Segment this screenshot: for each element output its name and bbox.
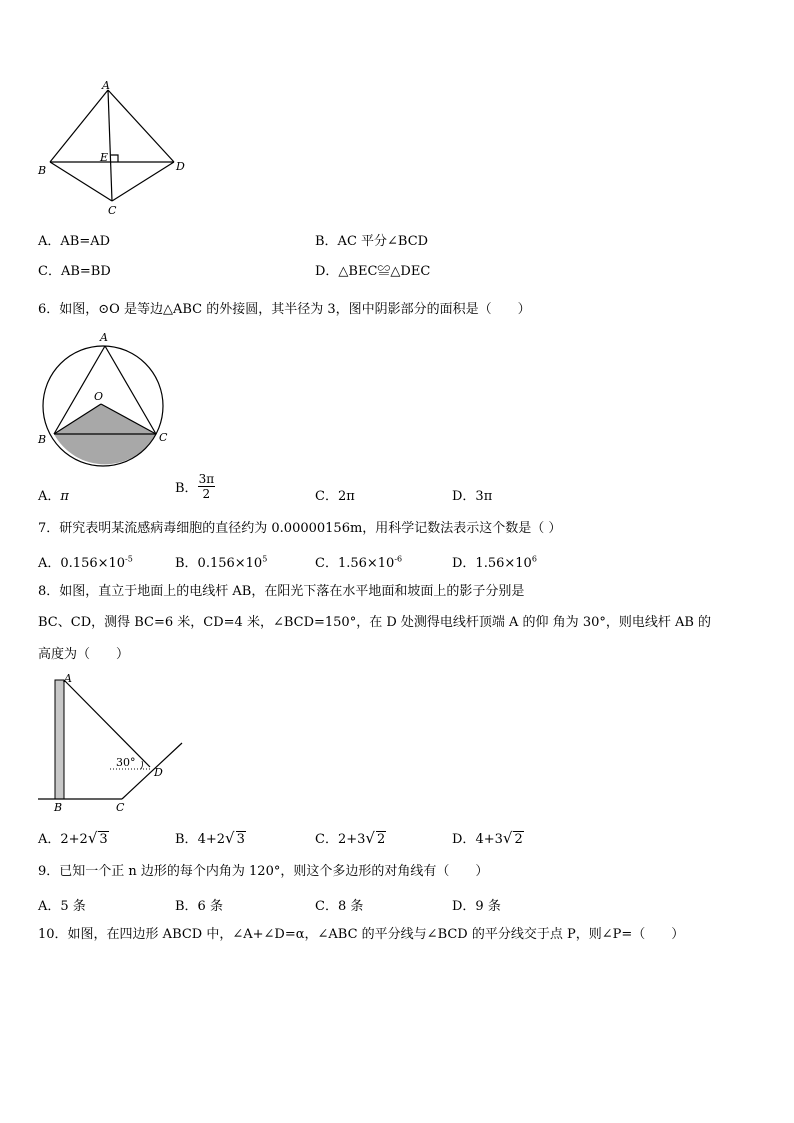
q6-stem: 6．如图，⊙O 是等边△ABC 的外接圆，其半径为 3，图中阴影部分的面积是（ ） [38,302,531,317]
q7-option-b [175,552,267,571]
segment-ad [108,90,174,162]
circle-triangle-figure [30,327,180,472]
q8-option-b: B．4+2√ 3 [175,829,245,847]
q7-option-b-base: B．0.156×10 [175,556,263,571]
label-b: B [38,433,47,446]
label-c: C [108,204,117,217]
q6-option-b-denominator: 2 [202,487,211,501]
segment-bc [50,162,112,201]
right-angle-mark [111,155,118,162]
q5-option-c: C．AB=BD [38,264,111,279]
q8-option-d-radicand: 2 [514,832,523,847]
label-c: C [116,801,125,814]
label-d: D [154,766,163,779]
label-o: O [94,390,104,403]
q8-option-a-radicand: 3 [99,832,108,847]
q8-option-d-prefix: D． [452,832,476,847]
segment-dc [112,162,174,201]
q7-option-d-base: D．1.56×10 [452,556,532,571]
q5-option-a: A．AB=AD [38,234,111,249]
segment-ac [108,90,112,201]
q9-option-c: C．8 条 [315,899,364,914]
q6-option-c: C．2π [315,489,355,504]
q7-option-a-exponent: -5 [125,554,133,564]
q8-option-b-term: 4+2 [197,832,225,847]
q7-stem: 7．研究表明某流感病毒细胞的直径约为 0.00000156m，用科学记数法表示这个数是（ ） [38,521,562,536]
q8-option-c-radicand: 2 [376,832,386,847]
q6-option-a-prefix: A． [38,489,61,504]
q8-option-c-term: 2+3 [337,832,366,847]
q7-option-c [315,552,402,571]
q9-stem: 9．已知一个正 n 边形的每个内角为 120°，则这个多边形的对角线有（ ） [38,864,489,879]
angle-label: 30° [116,756,136,769]
q7-option-c-base: C．1.56×10 [315,556,395,571]
angle-arc [141,761,143,769]
q7-option-d [452,552,537,571]
q6-option-a [38,485,69,504]
q5-option-d: D．△BEC≌△DEC [315,264,431,279]
label-b: B [38,164,47,177]
q10-stem: 10．如图，在四边形 ABCD 中，∠A+∠D=α，∠ABC 的平分线与∠BCD 的平分线交于点 P，则∠P=（ ） [38,927,685,942]
q8-stem-line-3: 高度为（ ） [38,647,130,662]
label-d: D [176,160,185,173]
label-b: B [54,801,63,814]
q7-option-c-exponent: -6 [394,554,403,564]
q9-option-b: B．6 条 [175,899,223,914]
q9-option-a: A．5 条 [38,899,86,914]
label-a: A [64,672,72,685]
q9-option-d: D．9 条 [452,899,501,914]
q7-option-a [38,552,133,571]
q6-option-b-fraction [198,472,216,501]
q8-option-a-prefix: A． [38,832,61,847]
q8-option-d-term: 4+3 [475,832,503,847]
q7-option-b-exponent: 5 [262,554,268,564]
q8-option-b-prefix: B． [175,832,198,847]
q8-stem-line-2: BC、CD，测得 BC=6 米，CD=4 米，∠BCD=150°，在 D 处测得电线杆顶端 A 的仰 角为 30°，则电线杆 AB 的 [38,615,712,630]
label-a: A [100,331,108,344]
q6-option-b-prefix: B． [175,481,198,496]
kite-figure [30,75,200,220]
q6-option-d: D．3π [452,489,493,504]
q8-option-a-term: 2+2 [60,832,88,847]
pole-ab [55,680,64,799]
q8-option-a: A．2+2√ 3 [38,829,108,847]
label-c: C [159,431,168,444]
q8-stem-line-1: 8．如图，直立于地面上的电线杆 AB，在阳光下落在水平地面和坡面上的影子分别是 [38,584,525,599]
q7-option-d-exponent: 6 [531,554,537,564]
sun-ray-ad [64,680,150,767]
q8-option-c-prefix: C． [315,832,338,847]
q6-option-a-value: π [60,489,69,504]
slope-line [122,743,182,799]
pole-shadow-figure [30,672,200,817]
q7-option-a-base: A．0.156×10 [38,556,126,571]
q8-option-c: C．2+3√ 2 [315,829,386,847]
q8-option-b-radicand: 3 [236,832,245,847]
q6-option-b [175,472,215,501]
label-e: E [100,151,109,164]
q5-option-b: B．AC 平分∠BCD [315,234,429,249]
q6-option-b-numerator: 3π [198,472,215,486]
q8-option-d: D．4+3√ 2 [452,829,523,847]
label-a: A [102,79,110,92]
